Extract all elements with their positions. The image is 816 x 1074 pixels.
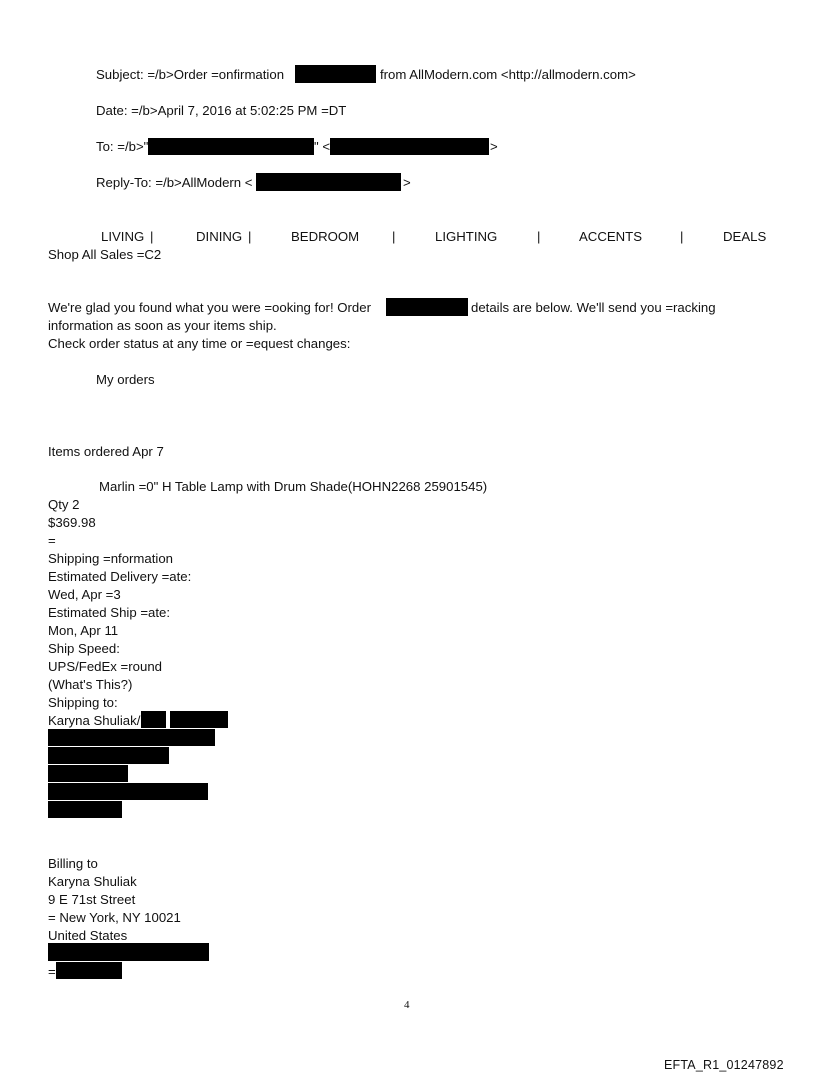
intro-line-1b: details are below. We'll send you =racking <box>471 300 716 315</box>
redaction-box <box>141 711 166 728</box>
ship-speed-label: Ship Speed: <box>48 641 120 656</box>
redaction-box <box>170 711 228 728</box>
subject-label: Subject: =/b>Order =onfirmation <box>96 67 285 82</box>
redaction-box <box>148 138 314 155</box>
shipping-to-label: Shipping to: <box>48 695 118 710</box>
intro-line-1a: We're glad you found what you were =ooking for! Order <box>48 300 371 315</box>
redaction-box <box>48 943 209 961</box>
shipping-heading: Shipping =nformation <box>48 551 173 566</box>
redaction-box <box>48 747 169 764</box>
redaction-box <box>48 783 208 800</box>
delivery-value: Wed, Apr =3 <box>48 587 121 602</box>
whats-this-link[interactable]: (What's This?) <box>48 677 133 692</box>
item-name[interactable]: Marlin =0" H Table Lamp with Drum Shade(HOHN2268 25901545) <box>99 479 488 494</box>
billing-heading: Billing to <box>48 856 98 871</box>
reply-to-end: > <box>403 175 411 190</box>
nav-separator: | <box>537 229 541 244</box>
intro-line-2: information as soon as your items ship. <box>48 318 277 333</box>
ship-date-value: Mon, Apr 11 <box>48 623 119 638</box>
intro-line-3: Check order status at any time or =equest changes: <box>48 336 351 351</box>
item-equals: = <box>48 533 56 548</box>
shop-all-link[interactable]: Shop All Sales =C2 <box>48 247 162 262</box>
nav-deals[interactable]: DEALS <box>723 229 767 244</box>
billing-name: Karyna Shuliak <box>48 874 137 889</box>
redaction-box <box>295 65 376 83</box>
nav-living[interactable]: LIVING <box>101 229 145 244</box>
to-end: > <box>490 139 498 154</box>
billing-street: 9 E 71st Street <box>48 892 136 907</box>
nav-dining[interactable]: DINING <box>196 229 243 244</box>
nav-bedroom[interactable]: BEDROOM <box>291 229 360 244</box>
my-orders-link[interactable]: My orders <box>96 372 155 387</box>
redaction-box <box>56 962 122 979</box>
nav-separator: | <box>248 229 252 244</box>
items-heading: Items ordered Apr 7 <box>48 444 164 459</box>
document-id: EFTA_R1_01247892 <box>664 1058 784 1072</box>
nav-separator: | <box>680 229 684 244</box>
subject-suffix: from AllModern.com <http://allmodern.com> <box>380 67 636 82</box>
redaction-box <box>48 801 122 818</box>
redaction-box <box>386 298 468 316</box>
to-label: To: =/b>" <box>96 139 149 154</box>
item-qty: Qty 2 <box>48 497 80 512</box>
billing-city: = New York, NY 10021 <box>48 910 181 925</box>
page-number: 4 <box>404 999 410 1011</box>
shipping-name: Karyna Shuliak/ <box>48 713 141 728</box>
billing-equals: = <box>48 964 56 979</box>
nav-accents[interactable]: ACCENTS <box>579 229 643 244</box>
nav-lighting[interactable]: LIGHTING <box>435 229 498 244</box>
ship-date-label: Estimated Ship =ate: <box>48 605 171 620</box>
redaction-box <box>48 765 128 782</box>
nav-separator: | <box>392 229 396 244</box>
billing-country: United States <box>48 928 128 943</box>
redaction-box <box>48 729 215 746</box>
redaction-box <box>256 173 401 191</box>
delivery-label: Estimated Delivery =ate: <box>48 569 192 584</box>
date-line: Date: =/b>April 7, 2016 at 5:02:25 PM =DT <box>96 103 347 118</box>
item-price: $369.98 <box>48 515 96 530</box>
redaction-box <box>330 138 489 155</box>
nav-separator: | <box>150 229 154 244</box>
ship-speed-value: UPS/FedEx =round <box>48 659 162 674</box>
to-mid: " < <box>314 139 331 154</box>
reply-to-label: Reply-To: =/b>AllModern < <box>96 175 253 190</box>
